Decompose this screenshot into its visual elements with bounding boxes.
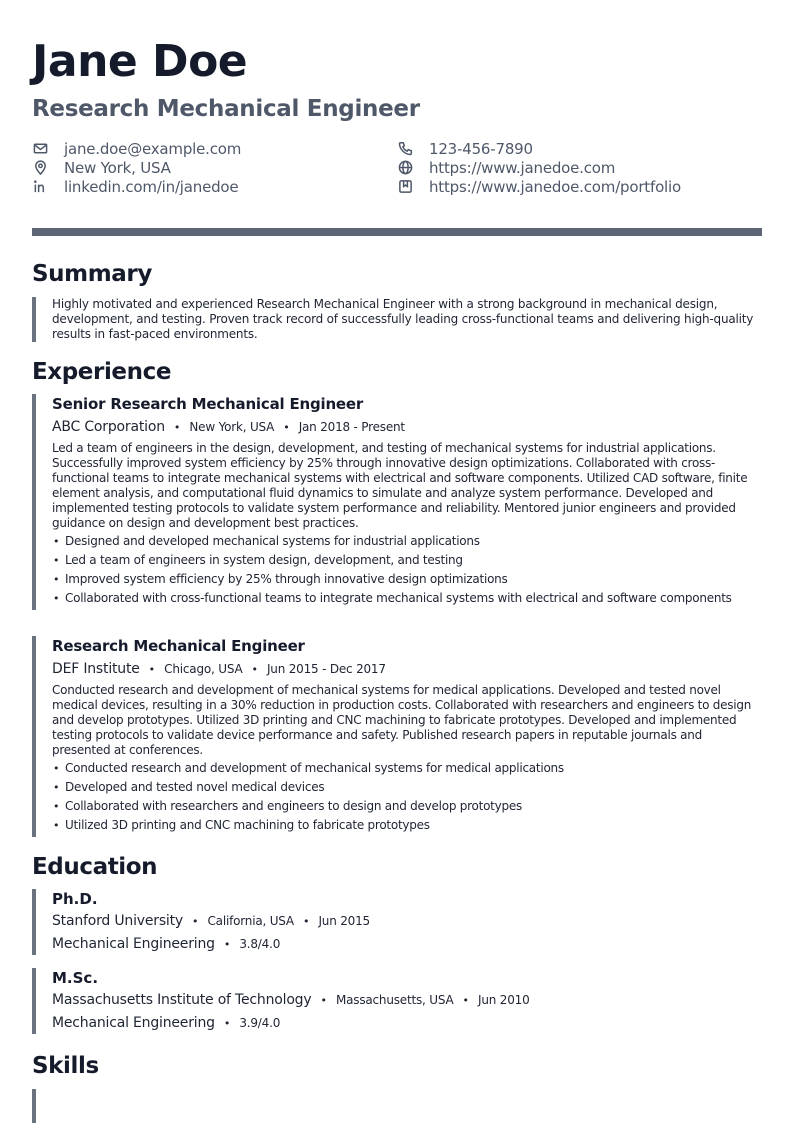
separator-dot: • [148, 663, 156, 676]
job-location: New York, USA [189, 420, 275, 434]
education-item [32, 968, 762, 1034]
location-pin-icon [32, 160, 48, 176]
bullet-item: • Utilized 3D printing and CNC machining to fabricate prototypes [52, 818, 762, 833]
job-bullets [52, 761, 762, 833]
portfolio-icon [397, 179, 413, 195]
education-item [32, 889, 762, 955]
separator-dot: • [223, 938, 231, 951]
graduation-date: Jun 2015 [318, 914, 370, 928]
separator-dot: • [251, 663, 258, 676]
contact-linkedin[interactable] [32, 177, 241, 196]
bullet-item: • Improved system efficiency by 25% through innovative design optimizations [52, 572, 762, 587]
job-title: Senior Research Mechanical Engineer [52, 395, 364, 413]
education-institution-line [52, 911, 762, 932]
experience-item [32, 394, 762, 610]
job-role-title: Research Mechanical Engineer [32, 96, 420, 122]
summary-text: Highly motivated and experienced Research Mechanical Engineer with a strong background in mechanical design, development, and testing. Proven track record of successfully leading cross-functional teams and delivering high-quality results in fast-paced environments. [52, 297, 754, 341]
separator-dot: • [462, 994, 469, 1007]
job-company: DEF Institute [52, 661, 140, 677]
job-description: Conducted research and development of mechanical systems for medical applications. Developed and tested novel medical devices, resulting in a 30% reduction in production costs. Collaborated with researchers and engineers to design and develop prototypes. Utilized 3D printing and CNC machining to fabricate prototypes. Developed and implemented testing protocols to validate device performance and safety. Published research papers in reputable journals and presented at conferences. [52, 683, 752, 757]
section-title-summary: Summary [32, 261, 152, 287]
bullet-item: • Led a team of engineers in system design, development, and testing [52, 553, 762, 568]
education-institution-line [52, 990, 762, 1011]
school-name: Stanford University [52, 913, 183, 929]
contact-linkedin-text[interactable]: linkedin.com/in/janedoe [64, 177, 239, 196]
contact-location-text: New York, USA [64, 158, 171, 177]
job-title: Research Mechanical Engineer [52, 637, 305, 655]
job-meta [52, 417, 762, 438]
field-of-study: Mechanical Engineering [52, 1015, 215, 1031]
separator-dot: • [223, 1017, 231, 1030]
experience-item [32, 636, 762, 837]
job-description: Led a team of engineers in the design, development, and testing of mechanical systems for industrial applications. Successfully improved system efficiency by 25% through innovative design optimizations. Collaborated with cross-functional teams to integrate mechanical systems with electrical and software components. Utilized CAD software, finite element analysis, and computational fluid dynamics to simulate and analyze system performance. Developed and implemented testing protocols to validate system performance and reliability. Mentored junior engineers and provided guidance on design and development best practices. [52, 441, 748, 530]
linkedin-icon [32, 179, 48, 195]
education-field-line [52, 1013, 762, 1034]
job-bullets [52, 534, 762, 606]
separator-dot: • [320, 994, 327, 1007]
job-company: ABC Corporation [52, 419, 165, 435]
contact-phone[interactable] [397, 139, 681, 158]
section-title-education: Education [32, 854, 158, 880]
separator-dot: • [283, 421, 290, 434]
contact-column-right [397, 139, 681, 196]
skills-block [32, 1089, 762, 1123]
contact-portfolio-text[interactable]: https://www.janedoe.com/portfolio [429, 177, 681, 196]
section-title-skills: Skills [32, 1053, 99, 1079]
bullet-item: • Conducted research and development of mechanical systems for medical applications [52, 761, 762, 776]
gpa: 3.9/4.0 [239, 1016, 281, 1030]
contact-email-text[interactable]: jane.doe@example.com [64, 139, 242, 158]
school-name: Massachusetts Institute of Technology [52, 992, 312, 1008]
school-location: Massachusetts, USA [335, 993, 454, 1007]
contact-portfolio[interactable] [397, 177, 681, 196]
education-field-line [52, 934, 762, 955]
degree-title: Ph.D. [52, 890, 98, 908]
contact-location [32, 158, 241, 177]
phone-icon [397, 141, 413, 157]
contact-email[interactable] [32, 139, 241, 158]
gpa: 3.8/4.0 [239, 937, 281, 951]
separator-dot: • [173, 421, 181, 434]
section-title-experience: Experience [32, 359, 172, 385]
globe-icon [397, 160, 413, 176]
job-meta [52, 659, 762, 680]
candidate-name: Jane Doe [32, 36, 248, 87]
job-dates: Jun 2015 - Dec 2017 [266, 662, 386, 676]
contact-website[interactable] [397, 158, 681, 177]
degree-title: M.Sc. [52, 969, 99, 987]
bullet-item: • Collaborated with researchers and engineers to design and develop prototypes [52, 799, 762, 814]
bullet-item: • Collaborated with cross-functional teams to integrate mechanical systems with electrical and software components [52, 591, 762, 606]
mail-icon [32, 141, 48, 157]
header-divider [32, 228, 762, 236]
summary-block [32, 297, 762, 342]
job-location: Chicago, USA [164, 662, 243, 676]
contact-phone-text[interactable]: 123-456-7890 [429, 139, 533, 158]
bullet-item: • Designed and developed mechanical systems for industrial applications [52, 534, 762, 549]
school-location: California, USA [207, 914, 294, 928]
separator-dot: • [302, 915, 310, 928]
graduation-date: Jun 2010 [478, 993, 530, 1007]
field-of-study: Mechanical Engineering [52, 936, 215, 952]
separator-dot: • [192, 915, 199, 928]
bullet-item: • Developed and tested novel medical devices [52, 780, 762, 795]
contact-website-text[interactable]: https://www.janedoe.com [429, 158, 616, 177]
job-dates: Jan 2018 - Present [298, 420, 405, 434]
contact-column-left [32, 139, 241, 196]
